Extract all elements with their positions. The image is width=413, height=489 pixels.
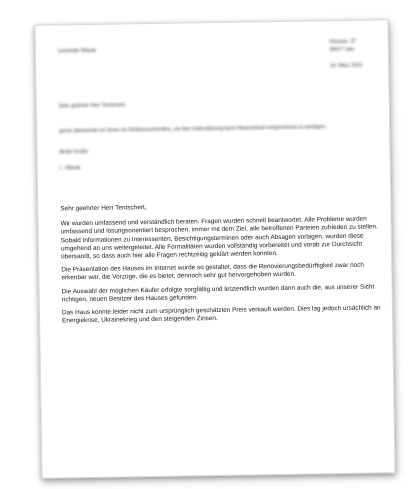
blurred-address-line: 89077 Ulm [329,46,355,54]
letter-body [60,200,382,330]
letter-paragraph: Die Auswahl der möglichen Käufer erfolgte sorgfältig und letztendlich wurden dann auch die, aus unserer Sicht richtigen, neuen Besitzer des Hauses gefunden. [61,283,375,304]
blurred-signature-name: L. Wasak [59,165,81,172]
letter-page [34,19,395,479]
blurred-salutation: Sehr geehrter Herr Tentschert, [58,102,127,110]
blurred-address-line: Kiessee. 37 [329,38,356,46]
blurred-date-line: 14. März 2023 [330,62,363,70]
letter-paragraph: Wir wurden umfassend und verständlich beraten. Fragen wurden schnell beantwortet. Alle Probleme wurden umfassend und lösungsorientiert besprochen, immer mit dem Ziel, alle betroffenen Parteien zufrieden zu stellen. Sobald Informationen zu Interessenten, Besichtigungsterminen oder auch Absagen vorlagen, wurden diese umgehend an uns weitergeleitet. Alle Formalitäten wurden vollständig vorbereitet und vorab zur Durchsicht übersandt, so dass auch hier alle Fragen rechtzeitig geklärt werden konnten. [60,215,378,261]
letter-paragraph: Das Haus konnte leider nicht zum ursprünglich geschätzten Preis verkauft werden. Dies lag jedoch ursächlich an Energiekrise, Ukrainekrieg und den steigenden Zinsen. [61,304,381,325]
blurred-closing: Beste Grüße [59,148,88,156]
letter-paragraph: Die Präsentation des Hauses im Internet wurde so gestaltet, dass die Renovierungsbedürftigkeit zwar noch erkenbar war, die Vorzüge, die es bietet, dennoch sehr gut hervorgehoben wurden. [61,261,364,282]
blurred-sender-name: Liesetotte Wasak [57,47,97,55]
blurred-intro-paragraph: gerne überwende ich Ihnen ein Referenzschreiben, um Ihre Unterstützung beim Hausverkauf entsprechend zu würdigen. [59,124,327,135]
blurred-address-block [330,38,362,70]
letter-salutation: Sehr geehrter Herr Tentschert, [60,204,147,213]
